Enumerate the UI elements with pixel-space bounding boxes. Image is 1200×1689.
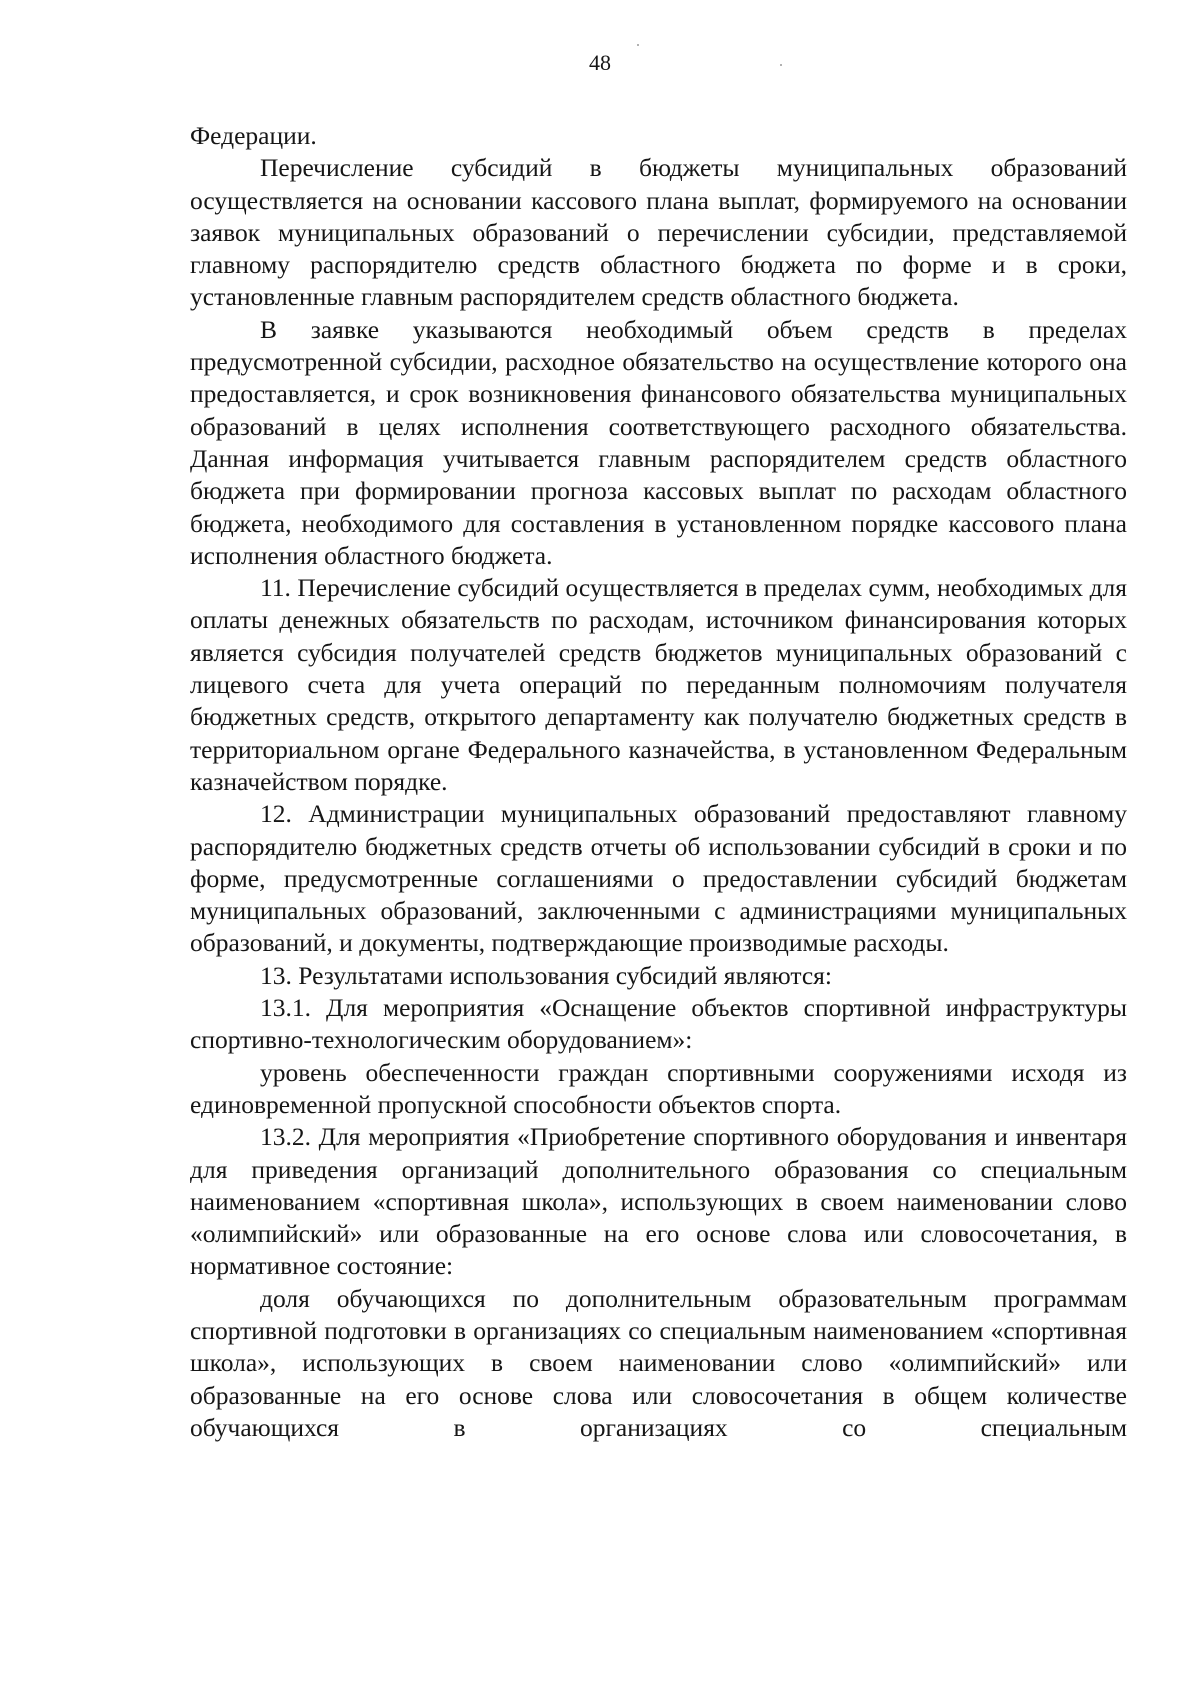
scan-speck (637, 44, 639, 46)
paragraph-item-13-1: 13.1. Для мероприятия «Оснащение объектов спортивной инфраструктуры спортивно-технологическим оборудованием»: (190, 993, 1127, 1055)
paragraph-indicator-13-1: уровень обеспеченности граждан спортивными сооружениями исходя из единовременной пропускной способности объектов спорта. (190, 1057, 1127, 1119)
paragraph-subsidy-transfer: Перечисление субсидий в бюджеты муниципальных образований осуществляется на основании кассового плана выплат, формируемого на основании заявок муниципальных образований о перечислении субсидии, представляемой главному распорядителю средств областного бюджета по форме и в сроки, установленные главным распорядителем средств областного бюджета. (190, 153, 1127, 312)
paragraph-item-11: 11. Перечисление субсидий осуществляется в пределах сумм, необходимых для оплаты денежных обязательств по расходам, источником финансирования которых является субсидия получателей средств бюджетов муниципальных образований с лицевого счета для учета операций по переданным полномочиям получателя бюджетных средств, открытого департаменту как получателю бюджетных средств в территориальном органе Федерального казначейства, в установленном Федеральным казначейством порядке. (190, 573, 1127, 796)
paragraph-indicator-13-2: доля обучающихся по дополнительным образовательным программам спортивной подготовки в организациях со специальным наименованием «спортивная школа», использующих в своем наименовании слово «олимпийский» или образованные на его основе слова или словосочетания в общем количестве обучающихся в организациях со специальным (190, 1283, 1127, 1442)
scan-speck (780, 64, 782, 66)
paragraph-item-12: 12. Администрации муниципальных образований предоставляют главному распорядителю бюджетных средств отчеты об использовании субсидий в сроки и по форме, предусмотренные соглашениями о предоставлении субсидий бюджетам муниципальных образований, заключенными с администрациями муниципальных образований, и документы, подтверждающие производимые расходы. (190, 799, 1127, 958)
paragraph-item-13-2: 13.2. Для мероприятия «Приобретение спортивного оборудования и инвентаря для приведения организаций дополнительного образования со специальным наименованием «спортивная школа», использующих в своем наименовании слово «олимпийский» или образованные на его основе слова или словосочетания, в нормативное состояние: (190, 1122, 1127, 1281)
page-number: 48 (589, 50, 611, 75)
document-text (190, 120, 1127, 1444)
paragraph-application-contents: В заявке указываются необходимый объем средств в пределах предусмотренной субсидии, расходное обязательство на осуществление которого она предоставляется, и срок возникновения финансового обязательства муниципальных образований в целях исполнения соответствующего расходного обязательства. Данная информация учитывается главным распорядителем средств областного бюджета при формировании прогноза кассовых выплат по расходам областного бюджета, необходимого для составления в установленном порядке кассового плана исполнения областного бюджета. (190, 314, 1127, 570)
paragraph-continuation: Федерации. (190, 121, 317, 150)
paragraph-item-13: 13. Результатами использования субсидий являются: (260, 960, 832, 990)
